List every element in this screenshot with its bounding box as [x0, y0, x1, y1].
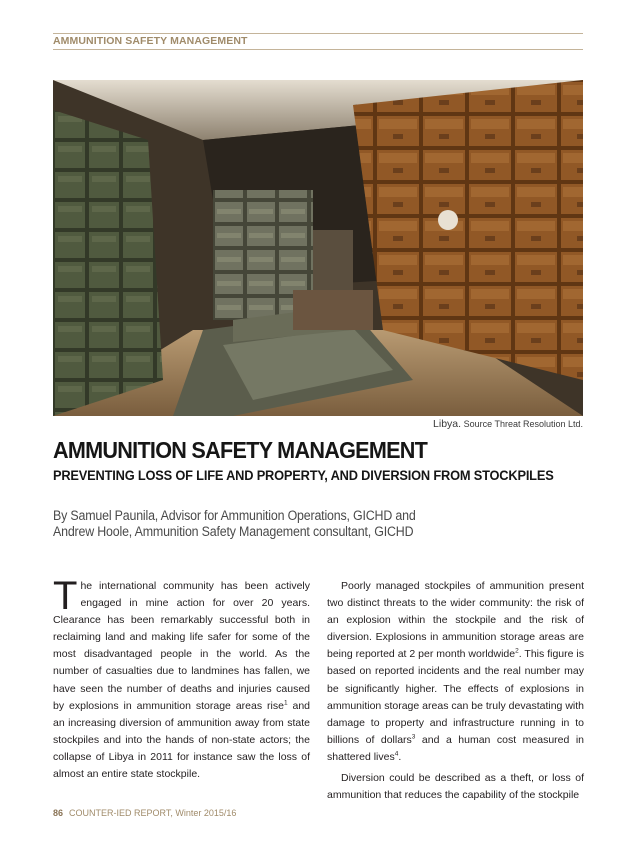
body-paragraph	[327, 578, 584, 766]
footnote-ref: 4	[394, 750, 399, 758]
body-column-left	[53, 574, 311, 783]
page-number: 86	[53, 808, 64, 818]
article-title: AMMUNITION SAFETY MANAGEMENT	[53, 437, 428, 463]
paragraph-text: . This figure is based on reported incidents and the real number may be significantly higher. The effects of explosions in ammunition storage areas can be truly devastating with damage to property and infrastructure running in to billions of dollars	[327, 648, 584, 746]
footnote-ref: 3	[411, 733, 416, 741]
page-footer	[53, 808, 236, 818]
footnote-ref: 1	[283, 699, 288, 707]
article-subtitle: PREVENTING LOSS OF LIFE AND PROPERTY, AND DIVERSION FROM STOCKPILES	[53, 468, 554, 483]
publication-name: COUNTER-IED REPORT, Winter 2015/16	[69, 808, 237, 818]
caption-place: Libya.	[433, 418, 462, 430]
paragraph-text: Poorly managed stockpiles of ammunition present two distinct threats to the wider community: the risk of an explosion within the stockpile and the risk of diversion. Explosions in ammunition storage areas are being reported at 2 per month worldwide	[327, 580, 584, 661]
running-head: AMMUNITION SAFETY MANAGEMENT	[53, 33, 583, 50]
ammunition-storage-photo	[53, 80, 583, 416]
paragraph-text: .	[398, 750, 402, 763]
byline-line-1: By Samuel Paunila, Advisor for Ammunition Operations, GICHD and	[53, 508, 416, 523]
paragraph-text: he international community has been actively engaged in mine action for over 20 years. Clearance has been remarkably successful both in reclaiming land and making life safer for some of the most disadvantaged people in the world. As the number of casualties due to landmines has fallen, we have seen the number of deaths and injuries caused by explosions in ammunition storage areas rise	[53, 580, 310, 712]
paragraph-text: and a human cost measured in shattered lives	[327, 733, 585, 763]
byline-line-2: Andrew Hoole, Ammunition Safety Management consultant, GICHD	[53, 524, 414, 539]
drop-cap: T	[53, 574, 78, 618]
footnote-ref: 2	[515, 647, 519, 655]
body-paragraph: Diversion could be described as a theft, or loss of ammunition that reduces the capability of the stockpile	[327, 772, 584, 802]
body-paragraph	[53, 574, 311, 783]
caption-source: Source Threat Resolution Ltd.	[463, 419, 583, 429]
body-column-right	[327, 578, 584, 804]
photo-caption	[433, 418, 583, 430]
paragraph-text: and an increasing diversion of ammunition away from state stockpiles and into the hands of non-state actors; the collapse of Libya in 2011 for instance saw the loss of almost an entire state stockpile.	[53, 699, 311, 781]
byline	[53, 508, 593, 540]
